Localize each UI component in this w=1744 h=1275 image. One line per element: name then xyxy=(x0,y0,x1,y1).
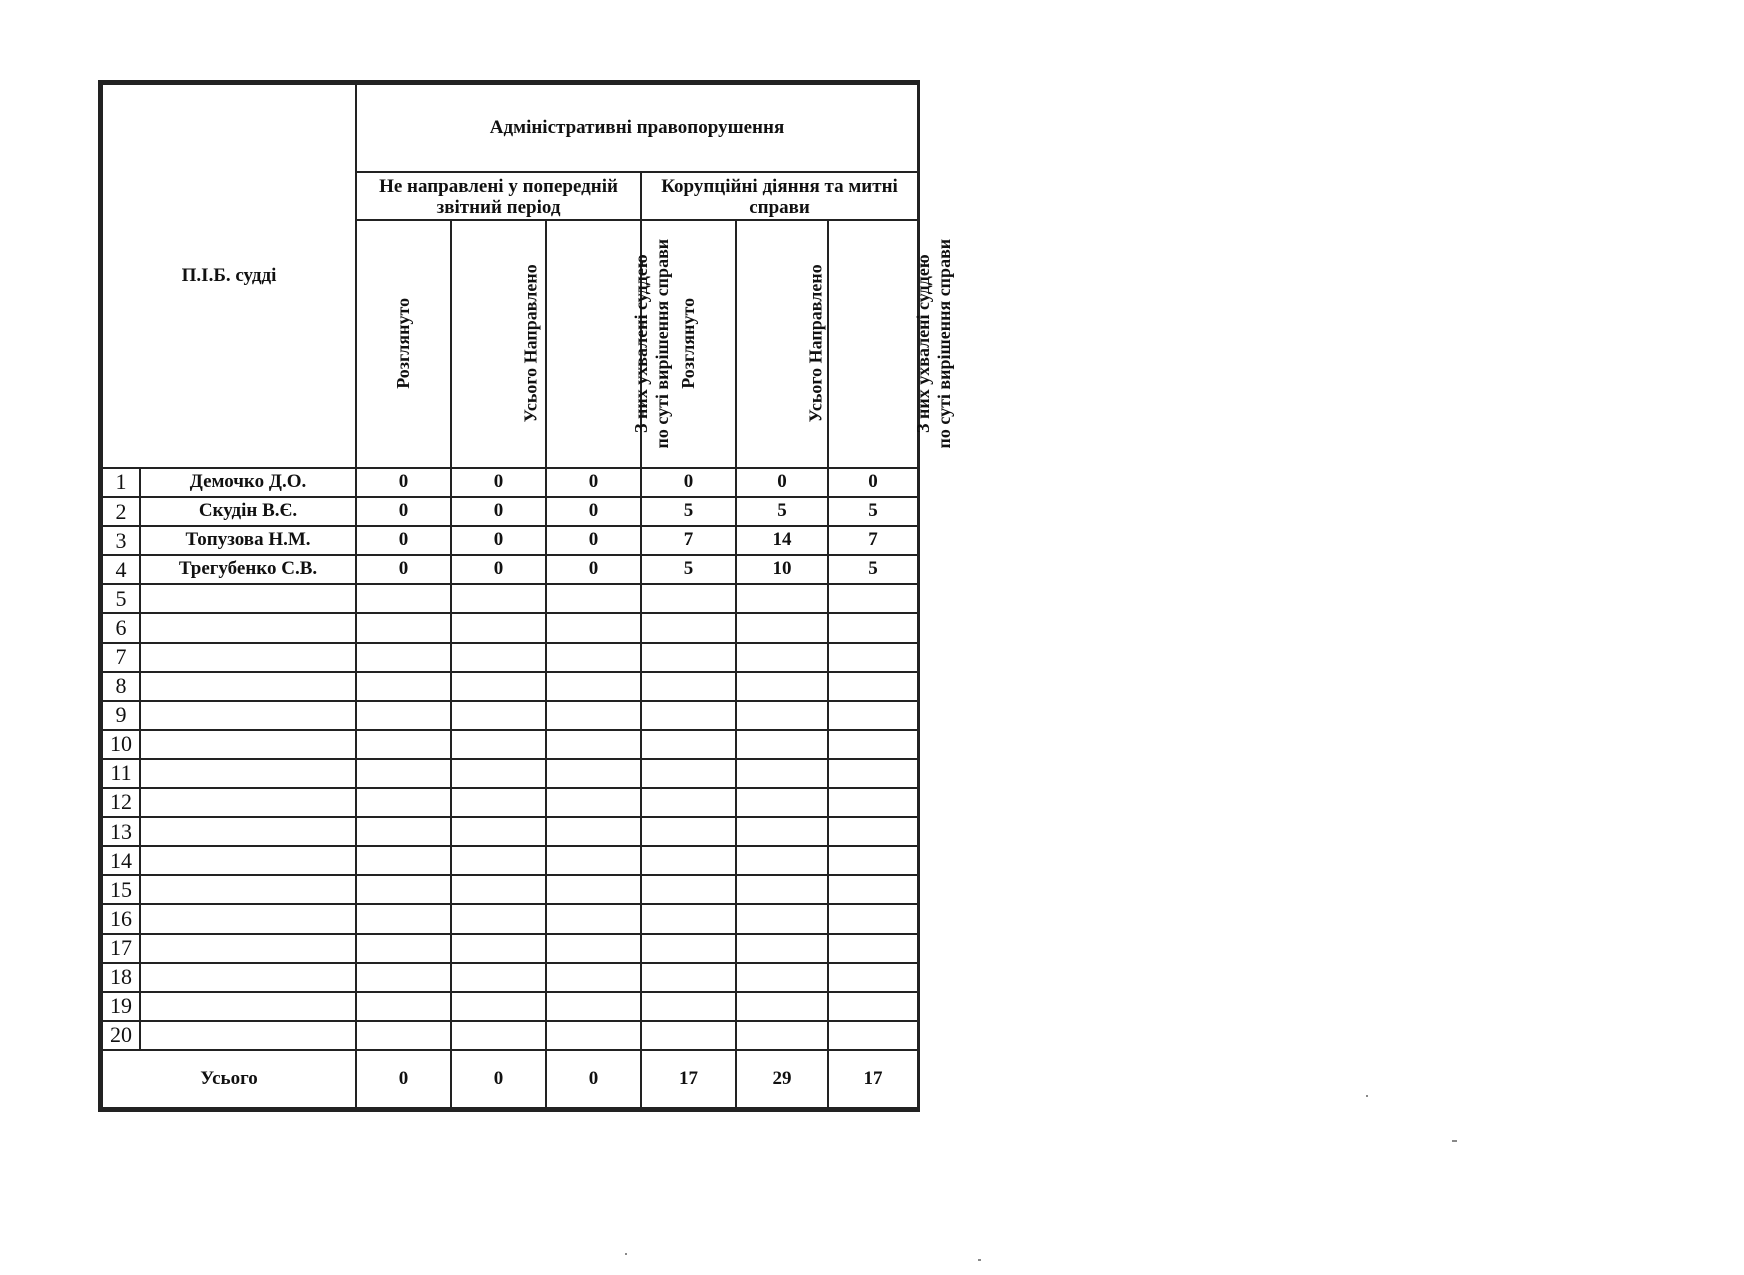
value-cell xyxy=(451,759,546,788)
col-header-decided-2: З них ухвалені суддею по суті вирішення справи xyxy=(828,220,918,468)
table-row xyxy=(102,963,918,992)
value-cell: 5 xyxy=(828,497,918,526)
col-header-decided-1: З них ухвалені суддею по суті вирішення справи xyxy=(546,220,641,468)
value-cell xyxy=(736,730,828,759)
value-cell xyxy=(546,672,641,701)
row-number: 18 xyxy=(102,963,140,992)
judge-name-cell: Трегубенко С.В. xyxy=(140,555,356,584)
row-number: 4 xyxy=(102,555,140,584)
judge-name-cell xyxy=(140,672,356,701)
value-cell xyxy=(356,788,451,817)
value-cell xyxy=(356,875,451,904)
value-cell xyxy=(736,643,828,672)
value-cell xyxy=(451,846,546,875)
value-cell: 0 xyxy=(828,468,918,497)
row-number: 6 xyxy=(102,613,140,642)
value-cell xyxy=(356,963,451,992)
value-cell xyxy=(451,672,546,701)
value-cell: 0 xyxy=(356,555,451,584)
value-cell: 0 xyxy=(546,555,641,584)
table-row xyxy=(102,555,918,584)
value-cell xyxy=(736,934,828,963)
row-number: 12 xyxy=(102,788,140,817)
value-cell: 0 xyxy=(546,497,641,526)
judge-name-cell xyxy=(140,875,356,904)
row-number: 1 xyxy=(102,468,140,497)
value-cell xyxy=(451,875,546,904)
scan-speck xyxy=(978,1259,981,1261)
value-cell xyxy=(828,643,918,672)
value-cell xyxy=(736,584,828,613)
table-row xyxy=(102,846,918,875)
value-cell xyxy=(828,817,918,846)
col-header-total-sent-1: Усього Направлено xyxy=(451,220,546,468)
value-cell xyxy=(736,963,828,992)
judge-name-cell xyxy=(140,846,356,875)
value-cell xyxy=(546,759,641,788)
row-number: 7 xyxy=(102,643,140,672)
judge-name-cell xyxy=(140,613,356,642)
value-cell xyxy=(546,992,641,1021)
value-cell xyxy=(451,643,546,672)
value-cell: 0 xyxy=(451,468,546,497)
value-cell xyxy=(451,1021,546,1050)
judges-statistics-sheet xyxy=(98,80,954,1112)
value-cell xyxy=(546,643,641,672)
judge-name-cell xyxy=(140,730,356,759)
value-cell xyxy=(641,672,736,701)
judge-name-cell xyxy=(140,788,356,817)
value-cell xyxy=(736,788,828,817)
value-cell: 0 xyxy=(356,497,451,526)
group-header-corruption: Корупційні діяння та митні справи xyxy=(641,172,918,220)
value-cell xyxy=(451,730,546,759)
value-cell xyxy=(828,788,918,817)
table-row xyxy=(102,788,918,817)
row-number: 16 xyxy=(102,904,140,933)
table-row xyxy=(102,497,918,526)
value-cell xyxy=(641,643,736,672)
table-row xyxy=(102,817,918,846)
value-cell xyxy=(546,963,641,992)
value-cell xyxy=(356,584,451,613)
value-cell: 5 xyxy=(641,497,736,526)
value-cell: 0 xyxy=(356,468,451,497)
value-cell xyxy=(736,613,828,642)
value-cell xyxy=(736,992,828,1021)
value-cell xyxy=(828,904,918,933)
value-cell xyxy=(641,817,736,846)
value-cell xyxy=(641,904,736,933)
table-row xyxy=(102,1021,918,1050)
total-value: 0 xyxy=(356,1050,451,1108)
judge-name-cell xyxy=(140,1021,356,1050)
judge-name-header: П.І.Б. судді xyxy=(102,84,356,468)
total-value: 0 xyxy=(546,1050,641,1108)
table-row xyxy=(102,759,918,788)
table-row xyxy=(102,934,918,963)
table-row xyxy=(102,643,918,672)
value-cell xyxy=(736,904,828,933)
judge-name-cell xyxy=(140,934,356,963)
value-cell xyxy=(641,963,736,992)
judge-name-cell xyxy=(140,963,356,992)
judge-name-cell xyxy=(140,817,356,846)
value-cell xyxy=(828,613,918,642)
value-cell: 7 xyxy=(828,526,918,555)
value-cell xyxy=(641,730,736,759)
value-cell xyxy=(736,701,828,730)
scan-speck xyxy=(1452,1140,1457,1142)
value-cell xyxy=(451,963,546,992)
value-cell xyxy=(641,875,736,904)
value-cell xyxy=(356,730,451,759)
total-row xyxy=(102,1050,918,1108)
judge-name-cell: Топузова Н.М. xyxy=(140,526,356,555)
value-cell: 0 xyxy=(451,497,546,526)
value-cell xyxy=(641,613,736,642)
judge-name-cell xyxy=(140,643,356,672)
table-row xyxy=(102,526,918,555)
value-cell xyxy=(356,613,451,642)
value-cell xyxy=(828,875,918,904)
value-cell xyxy=(828,759,918,788)
value-cell xyxy=(828,992,918,1021)
row-number: 11 xyxy=(102,759,140,788)
value-cell xyxy=(736,759,828,788)
value-cell xyxy=(356,992,451,1021)
value-cell xyxy=(451,613,546,642)
value-cell xyxy=(641,846,736,875)
value-cell xyxy=(451,934,546,963)
value-cell xyxy=(546,875,641,904)
value-cell xyxy=(828,730,918,759)
table-row xyxy=(102,613,918,642)
value-cell xyxy=(736,875,828,904)
value-cell: 0 xyxy=(451,526,546,555)
value-cell: 0 xyxy=(356,526,451,555)
value-cell: 5 xyxy=(641,555,736,584)
table-row xyxy=(102,701,918,730)
value-cell xyxy=(828,963,918,992)
value-cell: 5 xyxy=(736,497,828,526)
judge-name-cell xyxy=(140,904,356,933)
table-row xyxy=(102,992,918,1021)
scan-speck xyxy=(625,1253,627,1255)
value-cell xyxy=(828,672,918,701)
value-cell xyxy=(546,904,641,933)
value-cell xyxy=(546,730,641,759)
value-cell xyxy=(828,584,918,613)
judge-name-cell xyxy=(140,759,356,788)
value-cell xyxy=(451,817,546,846)
judge-name-cell xyxy=(140,701,356,730)
value-cell xyxy=(546,934,641,963)
value-cell xyxy=(641,759,736,788)
value-cell xyxy=(356,904,451,933)
value-cell xyxy=(641,934,736,963)
value-cell xyxy=(828,846,918,875)
value-cell xyxy=(736,817,828,846)
value-cell xyxy=(641,992,736,1021)
total-value: 29 xyxy=(736,1050,828,1108)
main-group-header: Адміністративні правопорушення xyxy=(356,84,918,172)
value-cell xyxy=(828,1021,918,1050)
row-number: 3 xyxy=(102,526,140,555)
row-number: 17 xyxy=(102,934,140,963)
value-cell xyxy=(356,701,451,730)
value-cell: 7 xyxy=(641,526,736,555)
table-body xyxy=(102,468,918,1050)
value-cell xyxy=(356,759,451,788)
judge-name-cell xyxy=(140,992,356,1021)
table-row xyxy=(102,672,918,701)
value-cell xyxy=(356,1021,451,1050)
value-cell xyxy=(546,584,641,613)
row-number: 19 xyxy=(102,992,140,1021)
group-header-not-sent: Не направлені у попередній звітний період xyxy=(356,172,641,220)
value-cell xyxy=(828,701,918,730)
value-cell xyxy=(356,934,451,963)
scan-speck xyxy=(1366,1095,1368,1097)
row-number: 13 xyxy=(102,817,140,846)
value-cell xyxy=(641,701,736,730)
value-cell xyxy=(641,788,736,817)
statistics-table xyxy=(101,83,954,1109)
value-cell xyxy=(451,584,546,613)
value-cell xyxy=(546,613,641,642)
value-cell: 10 xyxy=(736,555,828,584)
value-cell: 5 xyxy=(828,555,918,584)
row-number: 5 xyxy=(102,584,140,613)
value-cell xyxy=(546,846,641,875)
judge-name-cell xyxy=(140,584,356,613)
table-row xyxy=(102,904,918,933)
value-cell: 0 xyxy=(546,526,641,555)
value-cell: 0 xyxy=(546,468,641,497)
row-number: 2 xyxy=(102,497,140,526)
value-cell xyxy=(451,992,546,1021)
judge-name-cell: Демочко Д.О. xyxy=(140,468,356,497)
value-cell xyxy=(356,817,451,846)
value-cell xyxy=(736,846,828,875)
col-header-total-sent-2: Усього Направлено xyxy=(736,220,828,468)
total-label: Усього xyxy=(102,1050,356,1108)
row-number: 9 xyxy=(102,701,140,730)
col-header-considered-2: Розглянуто xyxy=(641,220,736,468)
value-cell: 0 xyxy=(641,468,736,497)
row-number: 15 xyxy=(102,875,140,904)
value-cell xyxy=(736,1021,828,1050)
table-row xyxy=(102,468,918,497)
value-cell xyxy=(546,701,641,730)
table-row xyxy=(102,875,918,904)
table-row xyxy=(102,730,918,759)
row-number: 8 xyxy=(102,672,140,701)
value-cell xyxy=(641,1021,736,1050)
value-cell xyxy=(546,1021,641,1050)
value-cell xyxy=(356,672,451,701)
value-cell: 0 xyxy=(736,468,828,497)
value-cell xyxy=(641,584,736,613)
value-cell xyxy=(451,788,546,817)
row-number: 14 xyxy=(102,846,140,875)
judge-name-cell: Скудін В.Є. xyxy=(140,497,356,526)
row-number: 20 xyxy=(102,1021,140,1050)
col-header-considered-1: Розглянуто xyxy=(356,220,451,468)
row-number: 10 xyxy=(102,730,140,759)
total-value: 17 xyxy=(641,1050,736,1108)
value-cell xyxy=(451,904,546,933)
total-value: 0 xyxy=(451,1050,546,1108)
total-value: 17 xyxy=(828,1050,918,1108)
value-cell xyxy=(736,672,828,701)
value-cell: 14 xyxy=(736,526,828,555)
value-cell: 0 xyxy=(451,555,546,584)
value-cell xyxy=(828,934,918,963)
value-cell xyxy=(356,643,451,672)
value-cell xyxy=(356,846,451,875)
value-cell xyxy=(546,788,641,817)
table-row xyxy=(102,584,918,613)
value-cell xyxy=(546,817,641,846)
value-cell xyxy=(451,701,546,730)
